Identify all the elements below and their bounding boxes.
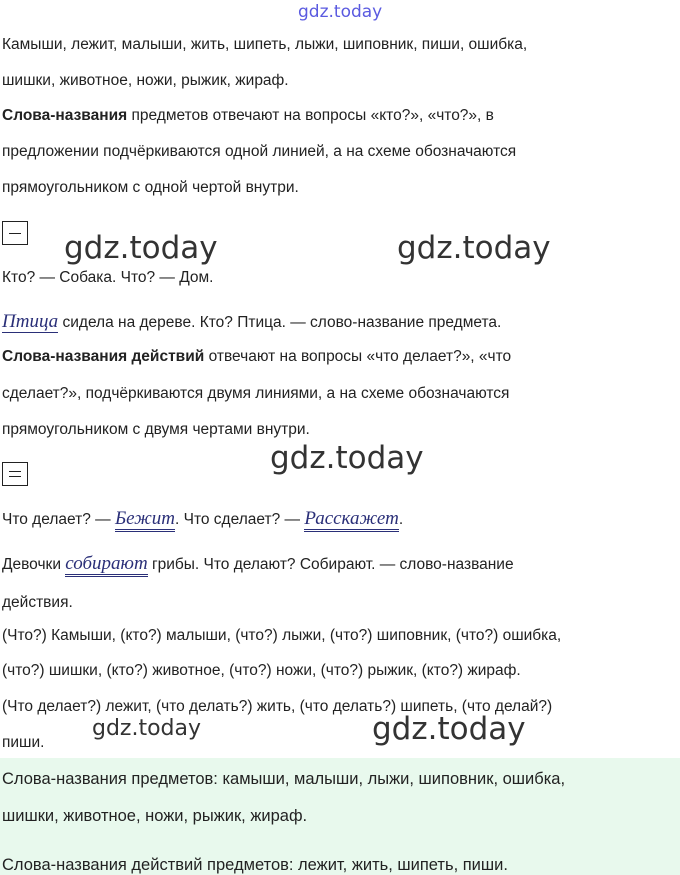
- rule-objects-line-2: предложении подчёркиваются одной линией, а на схеме обозначаются: [2, 143, 517, 160]
- rule-actions-line-3: прямоугольником с двумя чертами внутри.: [2, 421, 310, 438]
- scheme-two-lines: [2, 462, 28, 486]
- questions-line-1: (Что?) Камыши, (кто?) малыши, (что?) лыжи, (что?) шиповник, (что?) ошибка,: [2, 627, 562, 644]
- watermark: gdz.today: [372, 711, 526, 747]
- example-ptitsa-text: сидела на дереве. Кто? Птица. — слово-название предмета.: [58, 314, 502, 331]
- watermark: gdz.today: [298, 2, 383, 22]
- example-actions: Что делает? — Бежит. Что сделает? — Расскажет.: [2, 509, 403, 532]
- double-underlined-word: собирают: [65, 554, 147, 577]
- watermark: gdz.today: [64, 230, 218, 266]
- example-devochki-line-2: действия.: [2, 594, 73, 611]
- double-underlined-word: Бежит: [115, 509, 175, 532]
- example-objects: Кто? — Собака. Что? — Дом.: [2, 269, 214, 286]
- questions-line-3: (Что делает?) лежит, (что делать?) жить, (что делать?) шипеть, (что делай?): [2, 698, 553, 715]
- rule-objects-line-3: прямоугольником с одной чертой внутри.: [2, 179, 299, 196]
- word-list-line-1: Камыши, лежит, малыши, жить, шипеть, лыжи, шиповник, пиши, ошибка,: [2, 36, 528, 53]
- rule-actions-line-1: [2, 347, 511, 367]
- example-ptitsa: [2, 312, 501, 333]
- answer-objects-line-2: шишки, животное, ножи, рыжик, жираф.: [2, 807, 308, 825]
- underlined-word: Птица: [2, 311, 59, 332]
- watermark: gdz.today: [397, 230, 551, 266]
- watermark: gdz.today: [92, 716, 202, 741]
- double-underlined-word: Расскажет: [304, 509, 399, 532]
- questions-line-4: пиши.: [2, 734, 45, 751]
- rule-objects-text: предметов отвечают на вопросы «кто?», «что?», в: [127, 107, 494, 124]
- rule-actions-term: Слова-названия действий: [2, 348, 205, 365]
- questions-line-2: (что?) шишки, (кто?) животное, (что?) ножи, (что?) рыжик, (кто?) жираф.: [2, 662, 521, 679]
- rule-objects-line-1: [2, 106, 494, 126]
- rule-actions-line-2: сделает?», подчёркиваются двумя линиями, а на схеме обозначаются: [2, 385, 510, 402]
- rule-objects-term: Слова-названия: [2, 107, 128, 124]
- example-devochki: Девочки собирают грибы. Что делают? Собирают. — слово-название: [2, 554, 514, 577]
- answer-objects-line-1: Слова-названия предметов: камыши, малыши, лыжи, шиповник, ошибка,: [2, 770, 566, 788]
- word-list-line-2: шишки, животное, ножи, рыжик, жираф.: [2, 72, 289, 89]
- rule-actions-text: отвечают на вопросы «что делает?», «что: [204, 348, 512, 365]
- scheme-one-line: [2, 221, 28, 245]
- answer-actions: Слова-названия действий предметов: лежит, жить, шипеть, пиши.: [2, 856, 508, 874]
- watermark: gdz.today: [270, 440, 424, 476]
